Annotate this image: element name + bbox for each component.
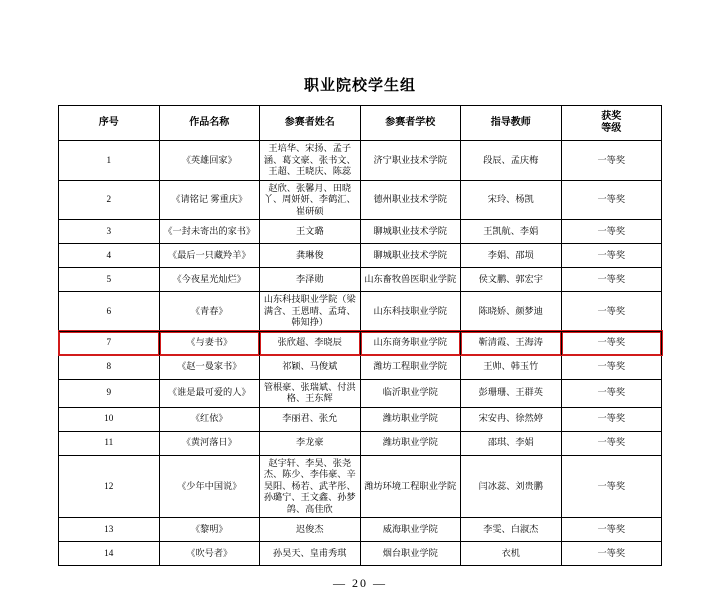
cell-names: 山东科技职业学院（梁满含、王恩晴、孟琦、韩知挣） xyxy=(260,292,361,332)
header-no: 序号 xyxy=(59,106,160,141)
cell-work: 《谁是最可爱的人》 xyxy=(159,379,260,407)
cell-school: 德州职业技术学院 xyxy=(360,180,461,220)
cell-award: 一等奖 xyxy=(561,141,662,181)
cell-names: 赵欣、张馨月、田晓丫、周妍妍、李鹤汇、崔研硕 xyxy=(260,180,361,220)
cell-names: 李丽君、张允 xyxy=(260,407,361,431)
cell-work: 《今夜星光灿烂》 xyxy=(159,268,260,292)
award-table xyxy=(58,105,662,566)
document-page xyxy=(0,74,720,590)
table-row xyxy=(59,180,662,220)
cell-teacher: 邵琪、李娟 xyxy=(461,431,562,455)
cell-award: 一等奖 xyxy=(561,220,662,244)
cell-teacher: 段辰、孟庆梅 xyxy=(461,141,562,181)
cell-award: 一等奖 xyxy=(561,407,662,431)
header-names: 参赛者姓名 xyxy=(260,106,361,141)
cell-no: 8 xyxy=(59,355,160,379)
cell-names: 祁颖、马俊斌 xyxy=(260,355,361,379)
cell-work: 《吹号者》 xyxy=(159,542,260,566)
cell-school: 山东科技职业学院 xyxy=(360,292,461,332)
cell-teacher: 李娟、邵埙 xyxy=(461,244,562,268)
cell-work: 《青春》 xyxy=(159,292,260,332)
cell-no: 5 xyxy=(59,268,160,292)
cell-no: 6 xyxy=(59,292,160,332)
cell-no: 11 xyxy=(59,431,160,455)
cell-school: 山东商务职业学院 xyxy=(360,331,461,355)
cell-work: 《少年中国说》 xyxy=(159,455,260,518)
table-body xyxy=(59,141,662,566)
table-row xyxy=(59,355,662,379)
cell-award: 一等奖 xyxy=(561,355,662,379)
cell-teacher: 宋安冉、徐然婷 xyxy=(461,407,562,431)
cell-school: 潍坊环境工程职业学院 xyxy=(360,455,461,518)
table-header-row xyxy=(59,106,662,141)
cell-names: 迟俊杰 xyxy=(260,518,361,542)
cell-school: 烟台职业学院 xyxy=(360,542,461,566)
cell-no: 1 xyxy=(59,141,160,181)
table-row xyxy=(59,268,662,292)
cell-no: 9 xyxy=(59,379,160,407)
table-row xyxy=(59,407,662,431)
cell-school: 潍坊职业学院 xyxy=(360,431,461,455)
cell-teacher: 王凯航、李娟 xyxy=(461,220,562,244)
header-award-line1: 获奖 xyxy=(601,111,622,122)
cell-teacher: 李雯、白淑杰 xyxy=(461,518,562,542)
cell-names: 赵宇轩、李昊、张尧杰、陈少、李伟豪、辛昊阳、杨若、武芊彤、孙璐宁、王文鑫、孙梦鸽、高佳欣 xyxy=(260,455,361,518)
cell-work: 《红依》 xyxy=(159,407,260,431)
cell-work: 《一封未寄出的家书》 xyxy=(159,220,260,244)
cell-no: 7 xyxy=(59,331,160,355)
table-row xyxy=(59,220,662,244)
cell-work: 《黎明》 xyxy=(159,518,260,542)
table-row xyxy=(59,455,662,518)
header-award xyxy=(561,106,662,141)
cell-names: 李泽勋 xyxy=(260,268,361,292)
page-title: 职业院校学生组 xyxy=(303,78,416,94)
cell-names: 李龙豪 xyxy=(260,431,361,455)
cell-school: 威海职业学院 xyxy=(360,518,461,542)
cell-no: 14 xyxy=(59,542,160,566)
cell-school: 潍坊职业学院 xyxy=(360,407,461,431)
table-row xyxy=(59,518,662,542)
cell-no: 2 xyxy=(59,180,160,220)
cell-names: 王培华、宋扬、孟子涵、葛文豪、张书文、王超、王晓庆、陈蕊 xyxy=(260,141,361,181)
cell-award: 一等奖 xyxy=(561,292,662,332)
cell-school: 山东畜牧兽医职业学院 xyxy=(360,268,461,292)
cell-teacher: 靳清霞、王海涛 xyxy=(461,331,562,355)
award-table-container xyxy=(58,105,662,566)
cell-no: 12 xyxy=(59,455,160,518)
cell-award: 一等奖 xyxy=(561,455,662,518)
cell-no: 4 xyxy=(59,244,160,268)
cell-work: 《英雄回家》 xyxy=(159,141,260,181)
cell-work: 《最后一只藏羚羊》 xyxy=(159,244,260,268)
cell-names: 孙昊天、皇甫秀琪 xyxy=(260,542,361,566)
cell-no: 10 xyxy=(59,407,160,431)
table-row xyxy=(59,292,662,332)
cell-award: 一等奖 xyxy=(561,331,662,355)
cell-award: 一等奖 xyxy=(561,244,662,268)
cell-teacher: 王帅、韩玉竹 xyxy=(461,355,562,379)
cell-names: 张欣超、李晓辰 xyxy=(260,331,361,355)
cell-teacher: 侯文鹏、郭宏宇 xyxy=(461,268,562,292)
cell-school: 潍坊工程职业学院 xyxy=(360,355,461,379)
header-award-line2: 等级 xyxy=(601,123,622,134)
table-row xyxy=(59,141,662,181)
table-row xyxy=(59,542,662,566)
cell-school: 临沂职业学院 xyxy=(360,379,461,407)
table-row xyxy=(59,244,662,268)
cell-school: 聊城职业技术学院 xyxy=(360,220,461,244)
cell-award: 一等奖 xyxy=(561,542,662,566)
cell-teacher: 彭珊珊、王群英 xyxy=(461,379,562,407)
cell-names: 王文璐 xyxy=(260,220,361,244)
cell-school: 聊城职业技术学院 xyxy=(360,244,461,268)
cell-work: 《与妻书》 xyxy=(159,331,260,355)
cell-no: 3 xyxy=(59,220,160,244)
cell-names: 龚琳俊 xyxy=(260,244,361,268)
table-row xyxy=(59,431,662,455)
cell-teacher: 宋玲、杨凯 xyxy=(461,180,562,220)
cell-award: 一等奖 xyxy=(561,431,662,455)
cell-award: 一等奖 xyxy=(561,518,662,542)
cell-school: 济宁职业技术学院 xyxy=(360,141,461,181)
header-teacher: 指导教师 xyxy=(461,106,562,141)
cell-work: 《请铭记 雾重庆》 xyxy=(159,180,260,220)
cell-work: 《赵一曼家书》 xyxy=(159,355,260,379)
cell-teacher: 陈晓娇、颜梦迪 xyxy=(461,292,562,332)
cell-award: 一等奖 xyxy=(561,180,662,220)
cell-names: 管根豪、张瑞斌、付洪格、王东辉 xyxy=(260,379,361,407)
cell-award: 一等奖 xyxy=(561,379,662,407)
cell-no: 13 xyxy=(59,518,160,542)
table-row xyxy=(59,331,662,355)
table-row xyxy=(59,379,662,407)
cell-teacher: 闫冰蕊、刘贵鹏 xyxy=(461,455,562,518)
header-school: 参赛者学校 xyxy=(360,106,461,141)
cell-work: 《黄河落日》 xyxy=(159,431,260,455)
cell-teacher: 衣机 xyxy=(461,542,562,566)
page-number: — 20 — xyxy=(333,576,387,590)
cell-award: 一等奖 xyxy=(561,268,662,292)
header-work: 作品名称 xyxy=(159,106,260,141)
